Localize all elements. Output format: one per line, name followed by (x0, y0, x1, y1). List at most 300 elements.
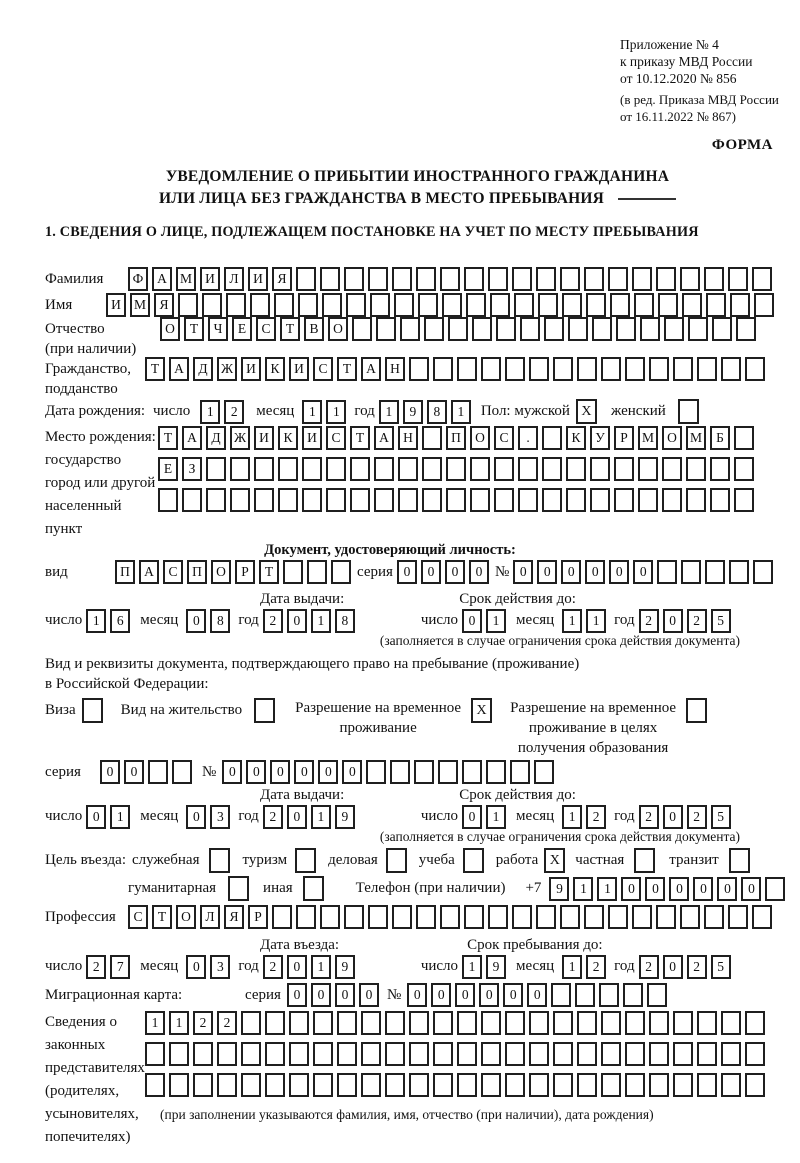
char-cell[interactable]: М (638, 426, 658, 450)
char-cell[interactable]: 1 (302, 400, 322, 424)
char-cell[interactable] (625, 1073, 645, 1097)
char-cell[interactable] (241, 1042, 261, 1066)
char-cell[interactable]: 2 (586, 955, 606, 979)
char-cell[interactable] (182, 488, 202, 512)
char-cell[interactable] (302, 457, 322, 481)
char-cell[interactable]: С (313, 357, 333, 381)
char-cell[interactable]: 1 (145, 1011, 165, 1035)
char-cell[interactable] (686, 457, 706, 481)
char-cell[interactable] (538, 293, 558, 317)
char-cell[interactable] (470, 457, 490, 481)
char-cell[interactable] (601, 1011, 621, 1035)
char-cell[interactable] (457, 357, 477, 381)
char-cell[interactable]: У (590, 426, 610, 450)
char-cell[interactable] (172, 760, 192, 784)
char-cell[interactable]: 2 (263, 609, 283, 633)
char-cell[interactable] (490, 293, 510, 317)
char-cell[interactable] (754, 293, 774, 317)
char-cell[interactable]: Т (145, 357, 165, 381)
char-cell[interactable] (289, 1011, 309, 1035)
char-cell[interactable] (158, 488, 178, 512)
purpose-sluzhebnaya-checkbox[interactable] (209, 848, 230, 873)
char-cell[interactable] (712, 317, 732, 341)
char-cell[interactable] (560, 905, 580, 929)
char-cell[interactable] (584, 905, 604, 929)
char-cell[interactable] (265, 1011, 285, 1035)
char-cell[interactable] (505, 1011, 525, 1035)
char-cell[interactable]: О (328, 317, 348, 341)
char-cell[interactable]: 8 (335, 609, 355, 633)
char-cell[interactable] (638, 488, 658, 512)
char-cell[interactable] (673, 357, 693, 381)
char-cell[interactable]: 0 (287, 955, 307, 979)
char-cell[interactable] (350, 488, 370, 512)
char-cell[interactable]: А (361, 357, 381, 381)
char-cell[interactable] (721, 357, 741, 381)
char-cell[interactable]: Т (280, 317, 300, 341)
char-cell[interactable]: 0 (621, 877, 641, 901)
char-cell[interactable]: 1 (379, 400, 399, 424)
char-cell[interactable] (553, 1042, 573, 1066)
char-cell[interactable] (625, 357, 645, 381)
char-cell[interactable] (289, 1073, 309, 1097)
char-cell[interactable] (217, 1073, 237, 1097)
char-cell[interactable] (697, 1011, 717, 1035)
char-cell[interactable] (577, 1073, 597, 1097)
char-cell[interactable]: 0 (397, 560, 417, 584)
char-cell[interactable] (370, 293, 390, 317)
char-cell[interactable] (566, 457, 586, 481)
char-cell[interactable]: 0 (287, 805, 307, 829)
char-cell[interactable] (625, 1011, 645, 1035)
char-cell[interactable] (217, 1042, 237, 1066)
char-cell[interactable] (392, 905, 412, 929)
char-cell[interactable]: 0 (479, 983, 499, 1007)
char-cell[interactable]: 2 (586, 805, 606, 829)
char-cell[interactable]: 1 (562, 955, 582, 979)
char-cell[interactable] (278, 488, 298, 512)
char-cell[interactable] (697, 1073, 717, 1097)
char-cell[interactable]: Н (385, 357, 405, 381)
char-cell[interactable]: С (163, 560, 183, 584)
char-cell[interactable] (586, 293, 606, 317)
char-cell[interactable] (632, 267, 652, 291)
char-cell[interactable] (145, 1073, 165, 1097)
char-cell[interactable] (494, 488, 514, 512)
char-cell[interactable] (313, 1042, 333, 1066)
char-cell[interactable] (368, 905, 388, 929)
char-cell[interactable] (313, 1011, 333, 1035)
char-cell[interactable]: 0 (186, 805, 206, 829)
char-cell[interactable]: 1 (486, 805, 506, 829)
char-cell[interactable] (361, 1011, 381, 1035)
char-cell[interactable] (464, 267, 484, 291)
char-cell[interactable] (422, 457, 442, 481)
char-cell[interactable] (265, 1073, 285, 1097)
char-cell[interactable] (446, 457, 466, 481)
char-cell[interactable]: Е (158, 457, 178, 481)
char-cell[interactable]: П (187, 560, 207, 584)
char-cell[interactable] (438, 760, 458, 784)
char-cell[interactable] (529, 1042, 549, 1066)
char-cell[interactable] (289, 1042, 309, 1066)
char-cell[interactable] (601, 1073, 621, 1097)
char-cell[interactable] (433, 1073, 453, 1097)
char-cell[interactable] (274, 293, 294, 317)
char-cell[interactable] (575, 983, 595, 1007)
char-cell[interactable]: Р (248, 905, 268, 929)
char-cell[interactable]: 0 (186, 609, 206, 633)
char-cell[interactable]: Н (398, 426, 418, 450)
char-cell[interactable]: А (182, 426, 202, 450)
char-cell[interactable]: М (686, 426, 706, 450)
char-cell[interactable]: К (265, 357, 285, 381)
char-cell[interactable] (562, 293, 582, 317)
char-cell[interactable]: 2 (193, 1011, 213, 1035)
char-cell[interactable]: 9 (335, 955, 355, 979)
char-cell[interactable]: 1 (462, 955, 482, 979)
char-cell[interactable]: 1 (326, 400, 346, 424)
char-cell[interactable] (542, 426, 562, 450)
char-cell[interactable]: А (152, 267, 172, 291)
char-cell[interactable]: 1 (169, 1011, 189, 1035)
char-cell[interactable]: 1 (311, 805, 331, 829)
char-cell[interactable]: 1 (110, 805, 130, 829)
char-cell[interactable] (265, 1042, 285, 1066)
char-cell[interactable] (697, 357, 717, 381)
char-cell[interactable] (320, 905, 340, 929)
char-cell[interactable]: 0 (503, 983, 523, 1007)
temp-permit-checkbox[interactable]: X (471, 698, 492, 723)
char-cell[interactable] (608, 267, 628, 291)
char-cell[interactable]: 0 (246, 760, 266, 784)
char-cell[interactable] (638, 457, 658, 481)
char-cell[interactable] (599, 983, 619, 1007)
char-cell[interactable] (673, 1073, 693, 1097)
char-cell[interactable] (385, 1073, 405, 1097)
char-cell[interactable]: Л (224, 267, 244, 291)
char-cell[interactable] (346, 293, 366, 317)
char-cell[interactable] (745, 1073, 765, 1097)
char-cell[interactable]: 1 (597, 877, 617, 901)
purpose-ucheba-checkbox[interactable] (463, 848, 484, 873)
char-cell[interactable]: Т (158, 426, 178, 450)
char-cell[interactable] (518, 457, 538, 481)
char-cell[interactable] (560, 267, 580, 291)
char-cell[interactable]: 1 (486, 609, 506, 633)
char-cell[interactable]: О (176, 905, 196, 929)
char-cell[interactable] (462, 760, 482, 784)
char-cell[interactable] (704, 905, 724, 929)
char-cell[interactable] (440, 267, 460, 291)
char-cell[interactable]: 0 (462, 805, 482, 829)
char-cell[interactable]: И (200, 267, 220, 291)
char-cell[interactable]: 0 (335, 983, 355, 1007)
char-cell[interactable] (542, 457, 562, 481)
char-cell[interactable]: 1 (311, 609, 331, 633)
char-cell[interactable]: 0 (431, 983, 451, 1007)
char-cell[interactable] (590, 457, 610, 481)
char-cell[interactable] (536, 905, 556, 929)
char-cell[interactable] (374, 488, 394, 512)
residence-permit-checkbox[interactable] (254, 698, 275, 723)
char-cell[interactable] (656, 905, 676, 929)
char-cell[interactable]: П (446, 426, 466, 450)
char-cell[interactable]: 0 (669, 877, 689, 901)
char-cell[interactable]: Т (350, 426, 370, 450)
char-cell[interactable] (398, 457, 418, 481)
char-cell[interactable] (202, 293, 222, 317)
char-cell[interactable] (296, 905, 316, 929)
char-cell[interactable] (673, 1011, 693, 1035)
char-cell[interactable] (326, 488, 346, 512)
char-cell[interactable] (590, 488, 610, 512)
char-cell[interactable] (512, 905, 532, 929)
char-cell[interactable] (400, 317, 420, 341)
char-cell[interactable] (529, 1011, 549, 1035)
char-cell[interactable] (392, 267, 412, 291)
char-cell[interactable] (553, 1011, 573, 1035)
char-cell[interactable]: 8 (427, 400, 447, 424)
purpose-tranzit-checkbox[interactable] (729, 848, 750, 873)
char-cell[interactable] (697, 1042, 717, 1066)
char-cell[interactable] (298, 293, 318, 317)
char-cell[interactable]: 3 (210, 805, 230, 829)
char-cell[interactable] (326, 457, 346, 481)
char-cell[interactable] (206, 457, 226, 481)
char-cell[interactable]: 9 (403, 400, 423, 424)
char-cell[interactable] (577, 1011, 597, 1035)
char-cell[interactable]: 5 (711, 609, 731, 633)
char-cell[interactable] (520, 317, 540, 341)
char-cell[interactable] (446, 488, 466, 512)
char-cell[interactable] (307, 560, 327, 584)
char-cell[interactable] (352, 317, 372, 341)
char-cell[interactable]: 9 (486, 955, 506, 979)
char-cell[interactable]: Р (235, 560, 255, 584)
char-cell[interactable]: 0 (741, 877, 761, 901)
char-cell[interactable] (457, 1042, 477, 1066)
char-cell[interactable]: С (494, 426, 514, 450)
char-cell[interactable] (368, 267, 388, 291)
char-cell[interactable] (414, 760, 434, 784)
char-cell[interactable] (366, 760, 386, 784)
char-cell[interactable] (178, 293, 198, 317)
char-cell[interactable]: О (160, 317, 180, 341)
char-cell[interactable]: 0 (645, 877, 665, 901)
char-cell[interactable]: 2 (639, 805, 659, 829)
char-cell[interactable] (481, 1042, 501, 1066)
char-cell[interactable] (241, 1011, 261, 1035)
char-cell[interactable] (529, 1073, 549, 1097)
char-cell[interactable] (394, 293, 414, 317)
char-cell[interactable]: Д (206, 426, 226, 450)
char-cell[interactable] (577, 1042, 597, 1066)
char-cell[interactable]: 0 (287, 983, 307, 1007)
char-cell[interactable] (313, 1073, 333, 1097)
char-cell[interactable] (464, 905, 484, 929)
char-cell[interactable] (322, 293, 342, 317)
char-cell[interactable] (488, 267, 508, 291)
char-cell[interactable]: Т (184, 317, 204, 341)
char-cell[interactable] (296, 267, 316, 291)
char-cell[interactable]: И (254, 426, 274, 450)
char-cell[interactable] (169, 1042, 189, 1066)
char-cell[interactable]: 0 (342, 760, 362, 784)
char-cell[interactable] (422, 488, 442, 512)
char-cell[interactable]: . (518, 426, 538, 450)
char-cell[interactable]: 2 (687, 955, 707, 979)
char-cell[interactable] (418, 293, 438, 317)
char-cell[interactable] (409, 357, 429, 381)
char-cell[interactable] (536, 267, 556, 291)
char-cell[interactable] (734, 426, 754, 450)
char-cell[interactable] (241, 1073, 261, 1097)
char-cell[interactable] (448, 317, 468, 341)
char-cell[interactable]: О (211, 560, 231, 584)
male-checkbox[interactable]: X (576, 399, 597, 424)
char-cell[interactable] (664, 317, 684, 341)
char-cell[interactable]: О (662, 426, 682, 450)
char-cell[interactable] (681, 560, 701, 584)
char-cell[interactable]: 0 (222, 760, 242, 784)
char-cell[interactable] (680, 267, 700, 291)
char-cell[interactable] (472, 317, 492, 341)
char-cell[interactable]: А (139, 560, 159, 584)
char-cell[interactable] (518, 488, 538, 512)
char-cell[interactable]: 0 (633, 560, 653, 584)
char-cell[interactable] (422, 426, 442, 450)
char-cell[interactable] (649, 1011, 669, 1035)
char-cell[interactable] (553, 1073, 573, 1097)
char-cell[interactable] (647, 983, 667, 1007)
char-cell[interactable] (409, 1042, 429, 1066)
char-cell[interactable]: Ф (128, 267, 148, 291)
char-cell[interactable]: 9 (335, 805, 355, 829)
char-cell[interactable] (734, 457, 754, 481)
char-cell[interactable]: 0 (421, 560, 441, 584)
char-cell[interactable] (704, 267, 724, 291)
char-cell[interactable] (649, 1073, 669, 1097)
char-cell[interactable] (320, 267, 340, 291)
char-cell[interactable] (409, 1073, 429, 1097)
char-cell[interactable] (710, 488, 730, 512)
char-cell[interactable] (494, 457, 514, 481)
char-cell[interactable] (673, 1042, 693, 1066)
char-cell[interactable]: 2 (687, 609, 707, 633)
purpose-gumanitarnaya-checkbox[interactable] (228, 876, 249, 901)
char-cell[interactable] (193, 1042, 213, 1066)
char-cell[interactable] (765, 877, 785, 901)
char-cell[interactable]: 0 (318, 760, 338, 784)
char-cell[interactable] (566, 488, 586, 512)
char-cell[interactable]: Я (154, 293, 174, 317)
char-cell[interactable]: 5 (711, 955, 731, 979)
char-cell[interactable] (230, 488, 250, 512)
char-cell[interactable]: 2 (86, 955, 106, 979)
char-cell[interactable] (470, 488, 490, 512)
char-cell[interactable] (409, 1011, 429, 1035)
char-cell[interactable]: И (248, 267, 268, 291)
char-cell[interactable]: 1 (311, 955, 331, 979)
char-cell[interactable] (623, 983, 643, 1007)
char-cell[interactable]: 1 (586, 609, 606, 633)
char-cell[interactable] (457, 1073, 477, 1097)
char-cell[interactable] (730, 293, 750, 317)
char-cell[interactable] (616, 317, 636, 341)
char-cell[interactable] (337, 1011, 357, 1035)
char-cell[interactable]: 1 (562, 609, 582, 633)
char-cell[interactable]: А (169, 357, 189, 381)
char-cell[interactable] (488, 905, 508, 929)
char-cell[interactable] (745, 1042, 765, 1066)
char-cell[interactable] (169, 1073, 189, 1097)
char-cell[interactable]: 0 (455, 983, 475, 1007)
char-cell[interactable]: 7 (110, 955, 130, 979)
char-cell[interactable] (331, 560, 351, 584)
char-cell[interactable] (634, 293, 654, 317)
char-cell[interactable]: Л (200, 905, 220, 929)
char-cell[interactable] (680, 905, 700, 929)
char-cell[interactable] (542, 488, 562, 512)
char-cell[interactable]: 2 (217, 1011, 237, 1035)
char-cell[interactable]: 0 (407, 983, 427, 1007)
char-cell[interactable]: Ж (230, 426, 250, 450)
char-cell[interactable]: 0 (445, 560, 465, 584)
char-cell[interactable] (662, 488, 682, 512)
char-cell[interactable]: Я (224, 905, 244, 929)
char-cell[interactable] (625, 1042, 645, 1066)
char-cell[interactable] (344, 905, 364, 929)
char-cell[interactable]: М (176, 267, 196, 291)
char-cell[interactable]: 1 (573, 877, 593, 901)
char-cell[interactable] (534, 760, 554, 784)
char-cell[interactable]: З (182, 457, 202, 481)
char-cell[interactable]: 0 (270, 760, 290, 784)
char-cell[interactable]: 0 (124, 760, 144, 784)
char-cell[interactable] (601, 357, 621, 381)
char-cell[interactable] (577, 357, 597, 381)
char-cell[interactable] (512, 267, 532, 291)
char-cell[interactable]: 2 (639, 609, 659, 633)
char-cell[interactable] (254, 488, 274, 512)
char-cell[interactable] (505, 357, 525, 381)
char-cell[interactable]: 1 (451, 400, 471, 424)
char-cell[interactable] (753, 560, 773, 584)
char-cell[interactable]: 1 (562, 805, 582, 829)
char-cell[interactable]: Т (259, 560, 279, 584)
char-cell[interactable]: 6 (110, 609, 130, 633)
char-cell[interactable] (688, 317, 708, 341)
char-cell[interactable]: Д (193, 357, 213, 381)
char-cell[interactable] (390, 760, 410, 784)
char-cell[interactable] (145, 1042, 165, 1066)
char-cell[interactable] (529, 357, 549, 381)
char-cell[interactable] (374, 457, 394, 481)
char-cell[interactable] (608, 905, 628, 929)
char-cell[interactable] (416, 267, 436, 291)
purpose-rabota-checkbox[interactable]: X (544, 848, 565, 873)
char-cell[interactable] (728, 267, 748, 291)
char-cell[interactable] (433, 357, 453, 381)
char-cell[interactable] (496, 317, 516, 341)
char-cell[interactable]: 0 (287, 609, 307, 633)
char-cell[interactable] (705, 560, 725, 584)
char-cell[interactable] (553, 357, 573, 381)
char-cell[interactable]: И (241, 357, 261, 381)
char-cell[interactable]: 0 (462, 609, 482, 633)
char-cell[interactable] (457, 1011, 477, 1035)
